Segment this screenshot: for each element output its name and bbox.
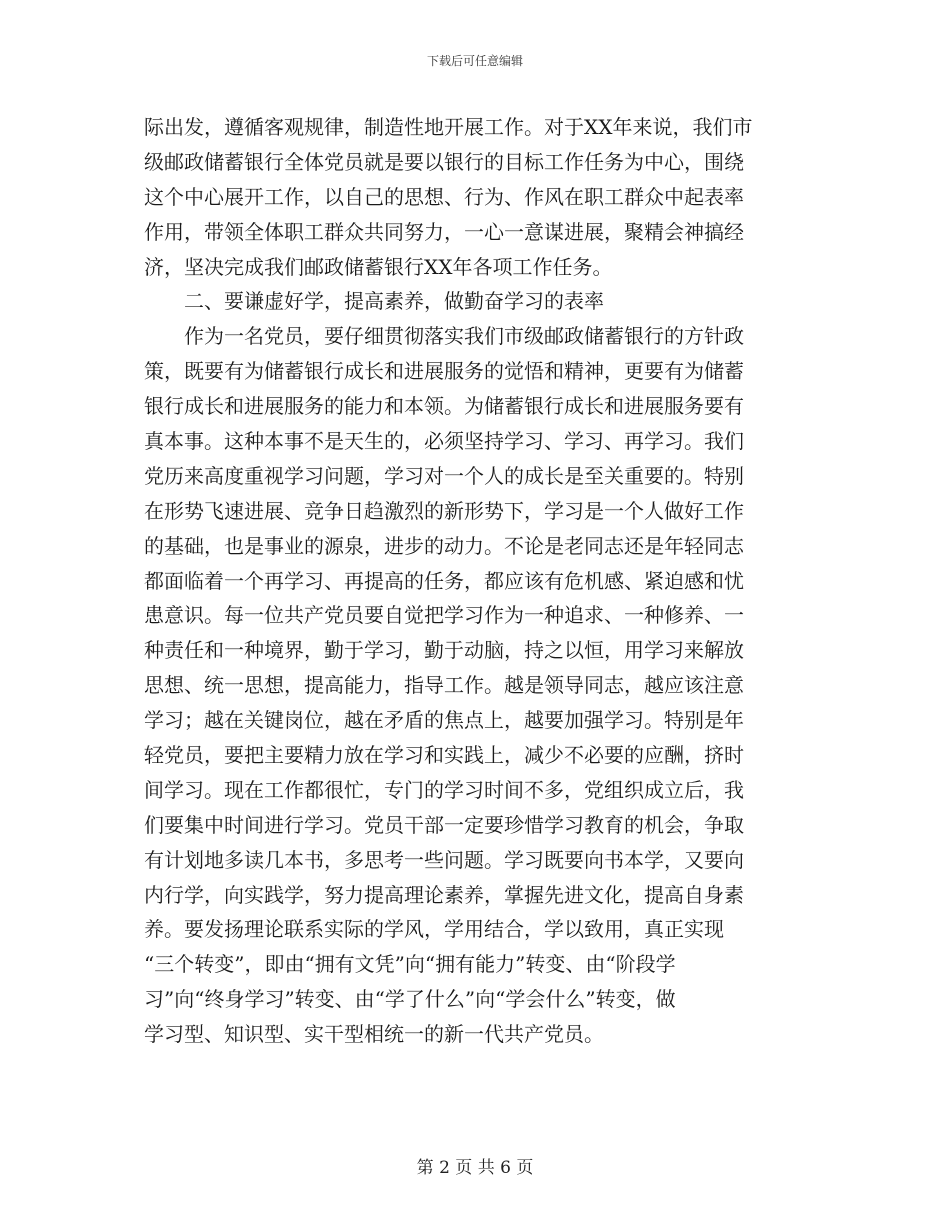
section-heading: 二、要谦虚好学，提高素养，做勤奋学习的表率 <box>144 289 604 314</box>
text-line: 们要集中时间进行学习。党员干部一定要珍惜学习教育的机会，争取 <box>144 812 744 837</box>
text-line: 作为一名党员，要仔细贯彻落实我们市级邮政储蓄银行的方针政 <box>144 324 744 349</box>
text-line: 际出发，遵循客观规律，制造性地开展工作。对于XX年来说，我们市 <box>144 115 753 139</box>
text-line: 作用，带领全体职工群众共同努力，一心一意谋进展，聚精会神搞经 <box>144 219 744 244</box>
text-line: 级邮政储蓄银行全体党员就是要以银行的目标工作任务为中心，围绕 <box>144 149 744 174</box>
text-line: 的基础，也是事业的源泉，进步的动力。不论是老同志还是年轻同志 <box>144 533 744 558</box>
text-line: 学习；越在关键岗位，越在矛盾的焦点上，越要加强学习。特别是年 <box>144 708 744 733</box>
text-line: 真本事。这种本事不是天生的，必须坚持学习、学习、再学习。我们 <box>144 429 744 454</box>
text-line: “三个转变”，即由“拥有文凭”向“拥有能力”转变、由“阶段学 <box>144 952 676 977</box>
text-line: 银行成长和进展服务的能力和本领。为储蓄银行成长和进展服务要有 <box>144 394 744 419</box>
text-line: 患意识。每一位共产党员要自觉把学习作为一种追求、一种修养、一 <box>144 603 744 628</box>
text-line: 在形势飞速进展、竞争日趋激烈的新形势下，学习是一个人做好工作 <box>144 498 744 523</box>
text-line: 养。要发扬理论联系实际的学风，学用结合，学以致用，真正实现 <box>144 917 724 942</box>
text-line: 都面临着一个再学习、再提高的任务，都应该有危机感、紧迫感和忧 <box>144 568 744 593</box>
text-line: 这个中心展开工作，以自己的思想、行为、作风在职工群众中起表率 <box>144 184 744 209</box>
document-body <box>144 110 806 1052</box>
text-line: 学习型、知识型、实干型相统一的新一代共产党员。 <box>144 1022 604 1047</box>
text-line: 党历来高度重视学习问题，学习对一个人的成长是至关重要的。特别 <box>144 463 744 488</box>
page-number: 第 2 页 共 6 页 <box>416 1158 534 1178</box>
text-line: 济，坚决完成我们邮政储蓄银行XX年各项工作任务。 <box>144 254 613 279</box>
text-line: 有计划地多读几本书，多思考一些问题。学习既要向书本学，又要向 <box>144 847 744 872</box>
page-header-note: 下载后可任意编辑 <box>426 54 523 68</box>
text-line: 轻党员，要把主要精力放在学习和实践上，减少不必要的应酬，挤时 <box>144 743 744 768</box>
text-line: 策，既要有为储蓄银行成长和进展服务的觉悟和精神，更要有为储蓄 <box>144 359 744 384</box>
text-line: 思想、统一思想，提高能力，指导工作。越是领导同志，越应该注意 <box>144 673 744 698</box>
text-line: 习”向“终身学习”转变、由“学了什么”向“学会什么”转变，做 <box>144 987 676 1012</box>
text-line: 种责任和一种境界，勤于学习，勤于动脑，持之以恒，用学习来解放 <box>144 638 744 663</box>
text-line: 间学习。现在工作都很忙，专门的学习时间不多，党组织成立后，我 <box>144 777 744 802</box>
text-line: 内行学，向实践学，努力提高理论素养，掌握先进文化，提高自身素 <box>144 882 744 907</box>
